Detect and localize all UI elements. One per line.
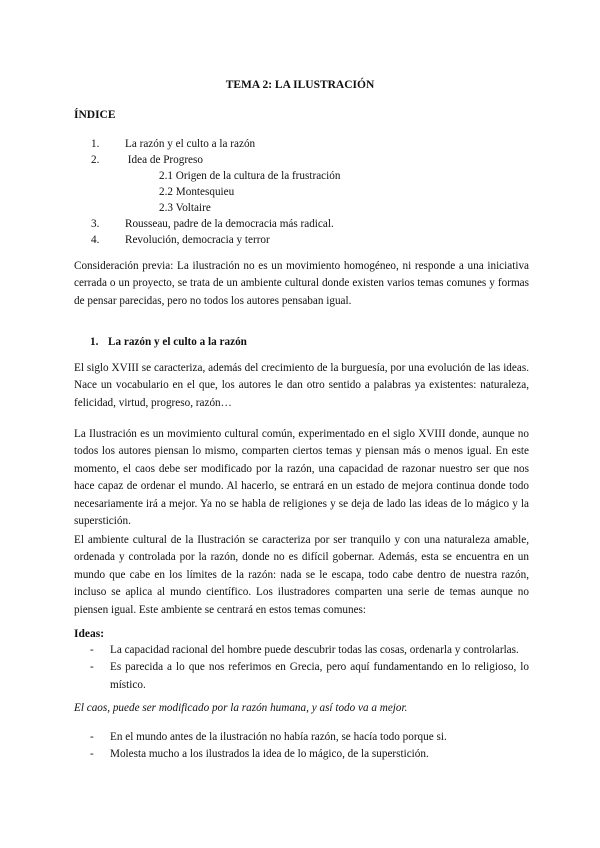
paragraph: El ambiente cultural de la Ilustración se caracteriza por ser tranquilo y con una naturaleza amable, ordenada y controlada por la razón, donde no es difícil gobernar. Además, esta se encuentra en un mundo que cabe en los límites de la razón: nada se le escapa, todo cabe dentro de nuestra razón, incluso se aplica al mundo científico. Los ilustradores comparten una serie de temas aunque no piensen igual. Este ambiente se centrará en estos temas comunes: [74, 534, 529, 616]
list-dash: - [90, 731, 94, 743]
list-item-text: Molesta mucho a los ilustrados la idea de lo mágico, de la superstición. [110, 748, 429, 761]
toc-item [74, 152, 534, 168]
ideas-heading: Ideas: [74, 628, 105, 640]
paragraph: La Ilustración es un movimiento cultural común, experimentado en el siglo XVIII donde, aunque no todos los autores piensan lo mismo, comparten ciertos temas y piensan más o menos igual. En este momento, el caos debe ser modificado por la razón, una capacidad de razonar nuestro ser que nos hace capaz de ordenar el mundo. Al hacerlo, se entrará en un estado de mejora continua donde todo necesariamente irá a mejor. Ya no se habla de religiones y se deja de lado las ideas de lo mágico y la superstición. [74, 428, 529, 528]
list-item [74, 746, 529, 763]
list-item-text: La capacidad racional del hombre puede descubrir todas las cosas, ordenarla y controlarlas. [110, 644, 519, 656]
toc-subitem [74, 168, 534, 184]
toc-item [74, 136, 534, 152]
section-number: 1. [90, 336, 99, 348]
list-dash: - [90, 661, 94, 674]
paragraph: El siglo XVIII se caracteriza, además del crecimiento de la burguesía, por una evolución de las ideas. Nace un vocabulario en el que, los autores le dan otro sentido a palabras ya existentes: naturaleza, felicidad, virtud, progreso, razón… [74, 362, 529, 409]
toc-item-label: Revolución, democracia y terror [125, 234, 270, 246]
italic-statement: El caos, puede ser modificado por la razón humana, y así todo va a mejor. [74, 702, 408, 714]
index-heading: ÍNDICE [74, 109, 116, 121]
section-title: La razón y el culto a la razón [108, 336, 247, 348]
list-item [74, 659, 529, 694]
toc-item-label: Idea de Progreso [125, 154, 203, 166]
toc-item-number: 4. [91, 234, 100, 246]
toc-item-label: 2.1 Origen de la cultura de la frustración [159, 170, 341, 182]
list-item [74, 642, 529, 659]
toc-item-label: La razón y el culto a la razón [125, 138, 256, 150]
list-dash: - [90, 748, 94, 761]
list-item-text: Es parecida a lo que nos referimos en Grecia, pero aquí fundamentando en lo religioso, lo místico. [110, 661, 529, 691]
list-item [74, 729, 529, 746]
preliminary-note: Consideración previa: La ilustración no es un movimiento homogéneo, ni responde a una iniciativa cerrada o un proyecto, se trata de un ambiente cultural donde existen varios temas comunes y formas de pensar parecidas, pero no todos los autores pensaban igual. [74, 260, 529, 307]
toc-item-label: 2.3 Voltaire [159, 202, 211, 214]
ideas-list [74, 642, 529, 694]
list-dash: - [90, 644, 94, 656]
toc-item [74, 216, 534, 232]
section-heading [74, 334, 247, 352]
final-list [74, 729, 529, 764]
list-item-text: En el mundo antes de la ilustración no había razón, se hacía todo porque si. [110, 731, 447, 743]
toc-item-number: 3. [91, 218, 100, 230]
toc-item-number: 1. [91, 138, 100, 150]
toc-item-number: 2. [91, 154, 100, 166]
toc-item [74, 232, 534, 248]
toc-subitem [74, 200, 534, 216]
table-of-contents [74, 136, 534, 248]
toc-subitem [74, 184, 534, 200]
toc-item-label: 2.2 Montesquieu [159, 186, 235, 198]
toc-item-label: Rousseau, padre de la democracia más radical. [125, 218, 334, 230]
document-title: TEMA 2: LA ILUSTRACIÓN [225, 79, 375, 91]
